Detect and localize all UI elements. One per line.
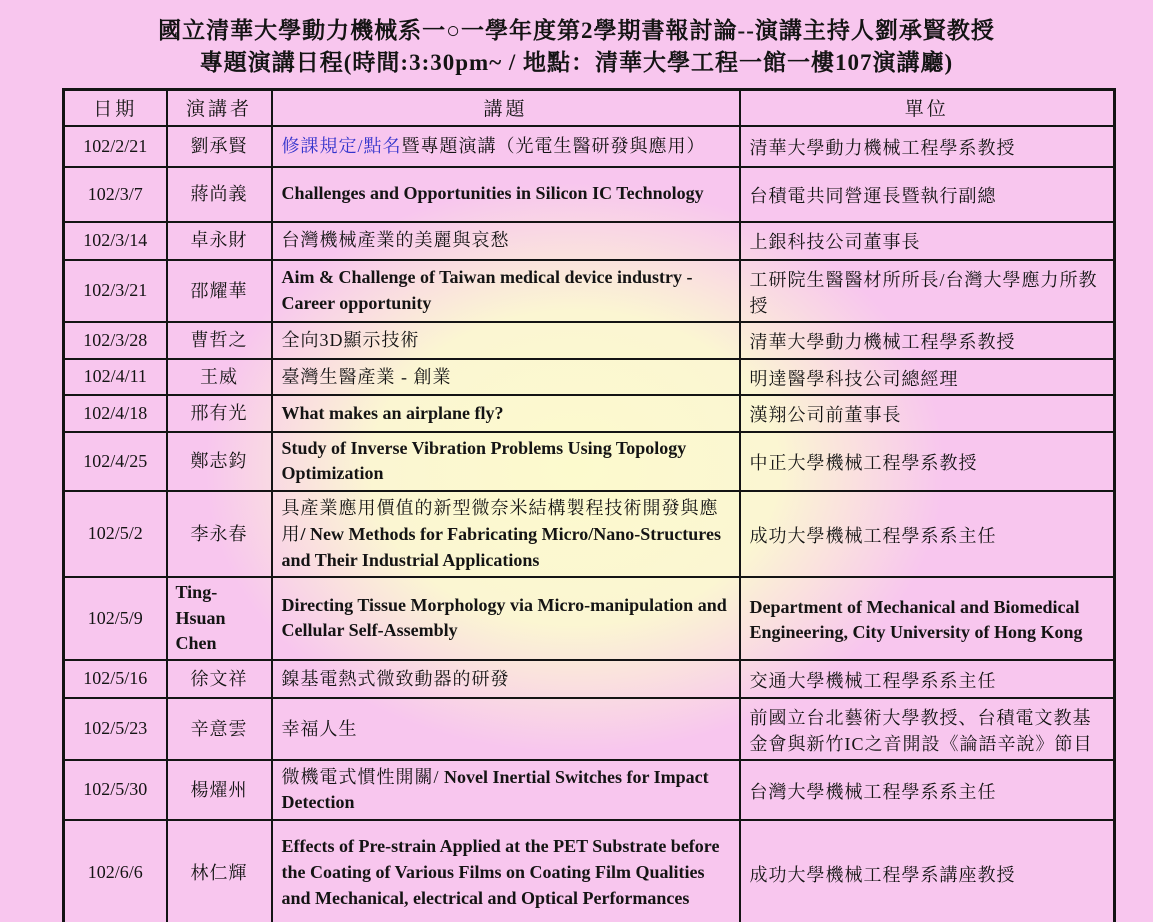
unit-text: 漢翔公司前董事長: [749, 405, 902, 426]
cell-topic: [272, 432, 740, 491]
cell-date: 102/3/21: [64, 260, 167, 322]
cell-date: 102/3/7: [64, 167, 167, 222]
table-row: [64, 359, 1115, 395]
speaker-name: Ting-Hsuan Chen: [175, 582, 226, 654]
cell-unit: [740, 577, 1115, 660]
topic-text: 具產業應用價值的新型微奈米結構製程技術開發與應用: [281, 497, 719, 544]
cell-topic: [272, 760, 740, 820]
speaker-name: 邢有光: [190, 403, 248, 424]
cell-unit: [740, 167, 1115, 222]
cell-unit: [740, 222, 1115, 260]
table-row: [64, 260, 1115, 322]
cell-date: 102/5/23: [64, 698, 167, 760]
col-header-date: 日期: [64, 90, 167, 126]
header-row: [64, 90, 1115, 126]
cell-topic: [272, 660, 740, 698]
unit-text: 前國立台北藝術大學教授、台積電文教基金會與新竹IC之音開設《論語辛說》節目: [749, 707, 1093, 754]
speaker-name: 林仁輝: [190, 862, 248, 883]
cell-date: 102/3/14: [64, 222, 167, 260]
topic-text: 全向3D顯示技術: [281, 330, 420, 351]
cell-date: 102/6/6: [64, 820, 167, 922]
cell-unit: [740, 359, 1115, 395]
unit-text: 上銀科技公司董事長: [749, 232, 921, 253]
cell-unit: [740, 126, 1115, 167]
table-row: [64, 222, 1115, 260]
table-row: [64, 491, 1115, 577]
speaker-name: 辛意雲: [190, 718, 248, 739]
topic-text: Challenges and Opportunities in Silicon IC Technology: [281, 183, 704, 204]
speaker-name: 楊燿州: [190, 779, 248, 800]
topic-text-en: Novel Inertial Switches for Impact Detection: [281, 766, 709, 813]
topic-text-en: / New Methods for Fabricating Micro/Nano-Structures and Their Industrial Applications: [281, 523, 721, 570]
topic-text: 微機電式慣性開關/: [281, 766, 440, 787]
cell-date: 102/2/21: [64, 126, 167, 167]
speaker-name: 邵耀華: [190, 280, 248, 301]
title-line2: 專題演講日程(時間:3:30pm~ / 地點：清華大學工程一館一樓107演講廳): [199, 50, 954, 75]
topic-text: 台灣機械產業的美麗與哀愁: [281, 230, 510, 251]
cell-date: 102/3/28: [64, 322, 167, 359]
unit-text: 台積電共同營運長暨執行副總: [749, 185, 997, 206]
speaker-name: 徐文祥: [190, 668, 248, 689]
cell-date: 102/4/11: [64, 359, 167, 395]
cell-speaker: [167, 359, 272, 395]
cell-speaker: [167, 260, 272, 322]
cell-speaker: [167, 698, 272, 760]
cell-topic: [272, 222, 740, 260]
table-row: [64, 698, 1115, 760]
cell-unit: [740, 491, 1115, 577]
cell-date: 102/5/9: [64, 577, 167, 660]
schedule-table: [62, 88, 1116, 922]
topic-text: Study of Inverse Vibration Problems Using Topology Optimization: [281, 437, 687, 484]
cell-topic: [272, 126, 740, 167]
table-row: [64, 126, 1115, 167]
speaker-name: 蔣尚義: [190, 183, 248, 204]
course-rules-link[interactable]: 修課規定/點名: [281, 135, 402, 156]
cell-unit: [740, 432, 1115, 491]
table-row: [64, 577, 1115, 660]
col-header-speaker: 演講者: [167, 90, 272, 126]
topic-text: 幸福人生: [281, 718, 358, 739]
topic-text: 臺灣生醫產業 - 創業: [281, 366, 452, 387]
cell-topic: [272, 491, 740, 577]
cell-unit: [740, 698, 1115, 760]
topic-text: 鎳基電熱式微致動器的研發: [281, 668, 510, 689]
table-row: [64, 432, 1115, 491]
speaker-name: 鄭志鈞: [190, 451, 248, 472]
topic-text: 暨專題演講（光電生醫研發與應用）: [401, 135, 706, 156]
unit-text: 工研院生醫醫材所所長/台灣大學應力所教授: [749, 269, 1098, 316]
cell-speaker: [167, 820, 272, 922]
cell-topic: [272, 820, 740, 922]
cell-unit: [740, 760, 1115, 820]
table-row: [64, 322, 1115, 359]
unit-text: 台灣大學機械工程學系系主任: [749, 781, 997, 802]
speaker-name: 劉承賢: [190, 135, 248, 156]
unit-text: 中正大學機械工程學系教授: [749, 453, 978, 474]
unit-text: Department of Mechanical and Biomedical Engineering, City University of Hong Kong: [749, 596, 1083, 643]
cell-topic: [272, 577, 740, 660]
cell-date: 102/5/2: [64, 491, 167, 577]
cell-speaker: [167, 322, 272, 359]
topic-text: Directing Tissue Morphology via Micro-manipulation and Cellular Self-Assembly: [281, 594, 727, 641]
speaker-name: 王威: [200, 366, 238, 387]
cell-speaker: [167, 222, 272, 260]
cell-topic: [272, 322, 740, 359]
unit-text: 交通大學機械工程學系系主任: [749, 670, 997, 691]
title-line1: 國立清華大學動力機械系一○一學年度第2學期書報討論--演講主持人劉承賢教授: [158, 18, 995, 43]
unit-text: 成功大學機械工程學系系主任: [749, 525, 997, 546]
cell-speaker: [167, 126, 272, 167]
table-row: [64, 660, 1115, 698]
cell-unit: [740, 660, 1115, 698]
cell-unit: [740, 820, 1115, 922]
speaker-name: 曹哲之: [190, 330, 248, 351]
cell-topic: [272, 167, 740, 222]
cell-topic: [272, 359, 740, 395]
table-row: [64, 167, 1115, 222]
cell-speaker: [167, 167, 272, 222]
topic-text: Aim & Challenge of Taiwan medical device industry - Career opportunity: [281, 267, 693, 313]
cell-speaker: [167, 432, 272, 491]
unit-text: 明達醫學科技公司總經理: [749, 368, 959, 389]
col-header-unit: 單位: [740, 90, 1115, 126]
speaker-name: 卓永財: [190, 230, 248, 251]
topic-text: Effects of Pre-strain Applied at the PET Substrate before the Coating of Various Films on Coating Film Qualities and Mechanical, electrical and Optical Performances: [281, 836, 720, 908]
unit-text: 清華大學動力機械工程學系教授: [749, 137, 1016, 158]
cell-speaker: [167, 577, 272, 660]
cell-topic: [272, 395, 740, 432]
col-header-topic: 講題: [272, 90, 740, 126]
cell-speaker: [167, 491, 272, 577]
page-title: [0, 0, 1153, 79]
cell-date: 102/5/30: [64, 760, 167, 820]
topic-text: What makes an airplane fly?: [281, 402, 504, 423]
cell-date: 102/5/16: [64, 660, 167, 698]
unit-text: 清華大學動力機械工程學系教授: [749, 332, 1016, 353]
table-row: [64, 820, 1115, 922]
cell-date: 102/4/25: [64, 432, 167, 491]
cell-date: 102/4/18: [64, 395, 167, 432]
cell-unit: [740, 395, 1115, 432]
speaker-name: 李永春: [190, 523, 248, 544]
table-row: [64, 760, 1115, 820]
table-row: [64, 395, 1115, 432]
cell-speaker: [167, 760, 272, 820]
cell-unit: [740, 260, 1115, 322]
cell-speaker: [167, 395, 272, 432]
unit-text: 成功大學機械工程學系講座教授: [749, 864, 1016, 885]
cell-topic: [272, 260, 740, 322]
cell-unit: [740, 322, 1115, 359]
cell-speaker: [167, 660, 272, 698]
cell-topic: [272, 698, 740, 760]
